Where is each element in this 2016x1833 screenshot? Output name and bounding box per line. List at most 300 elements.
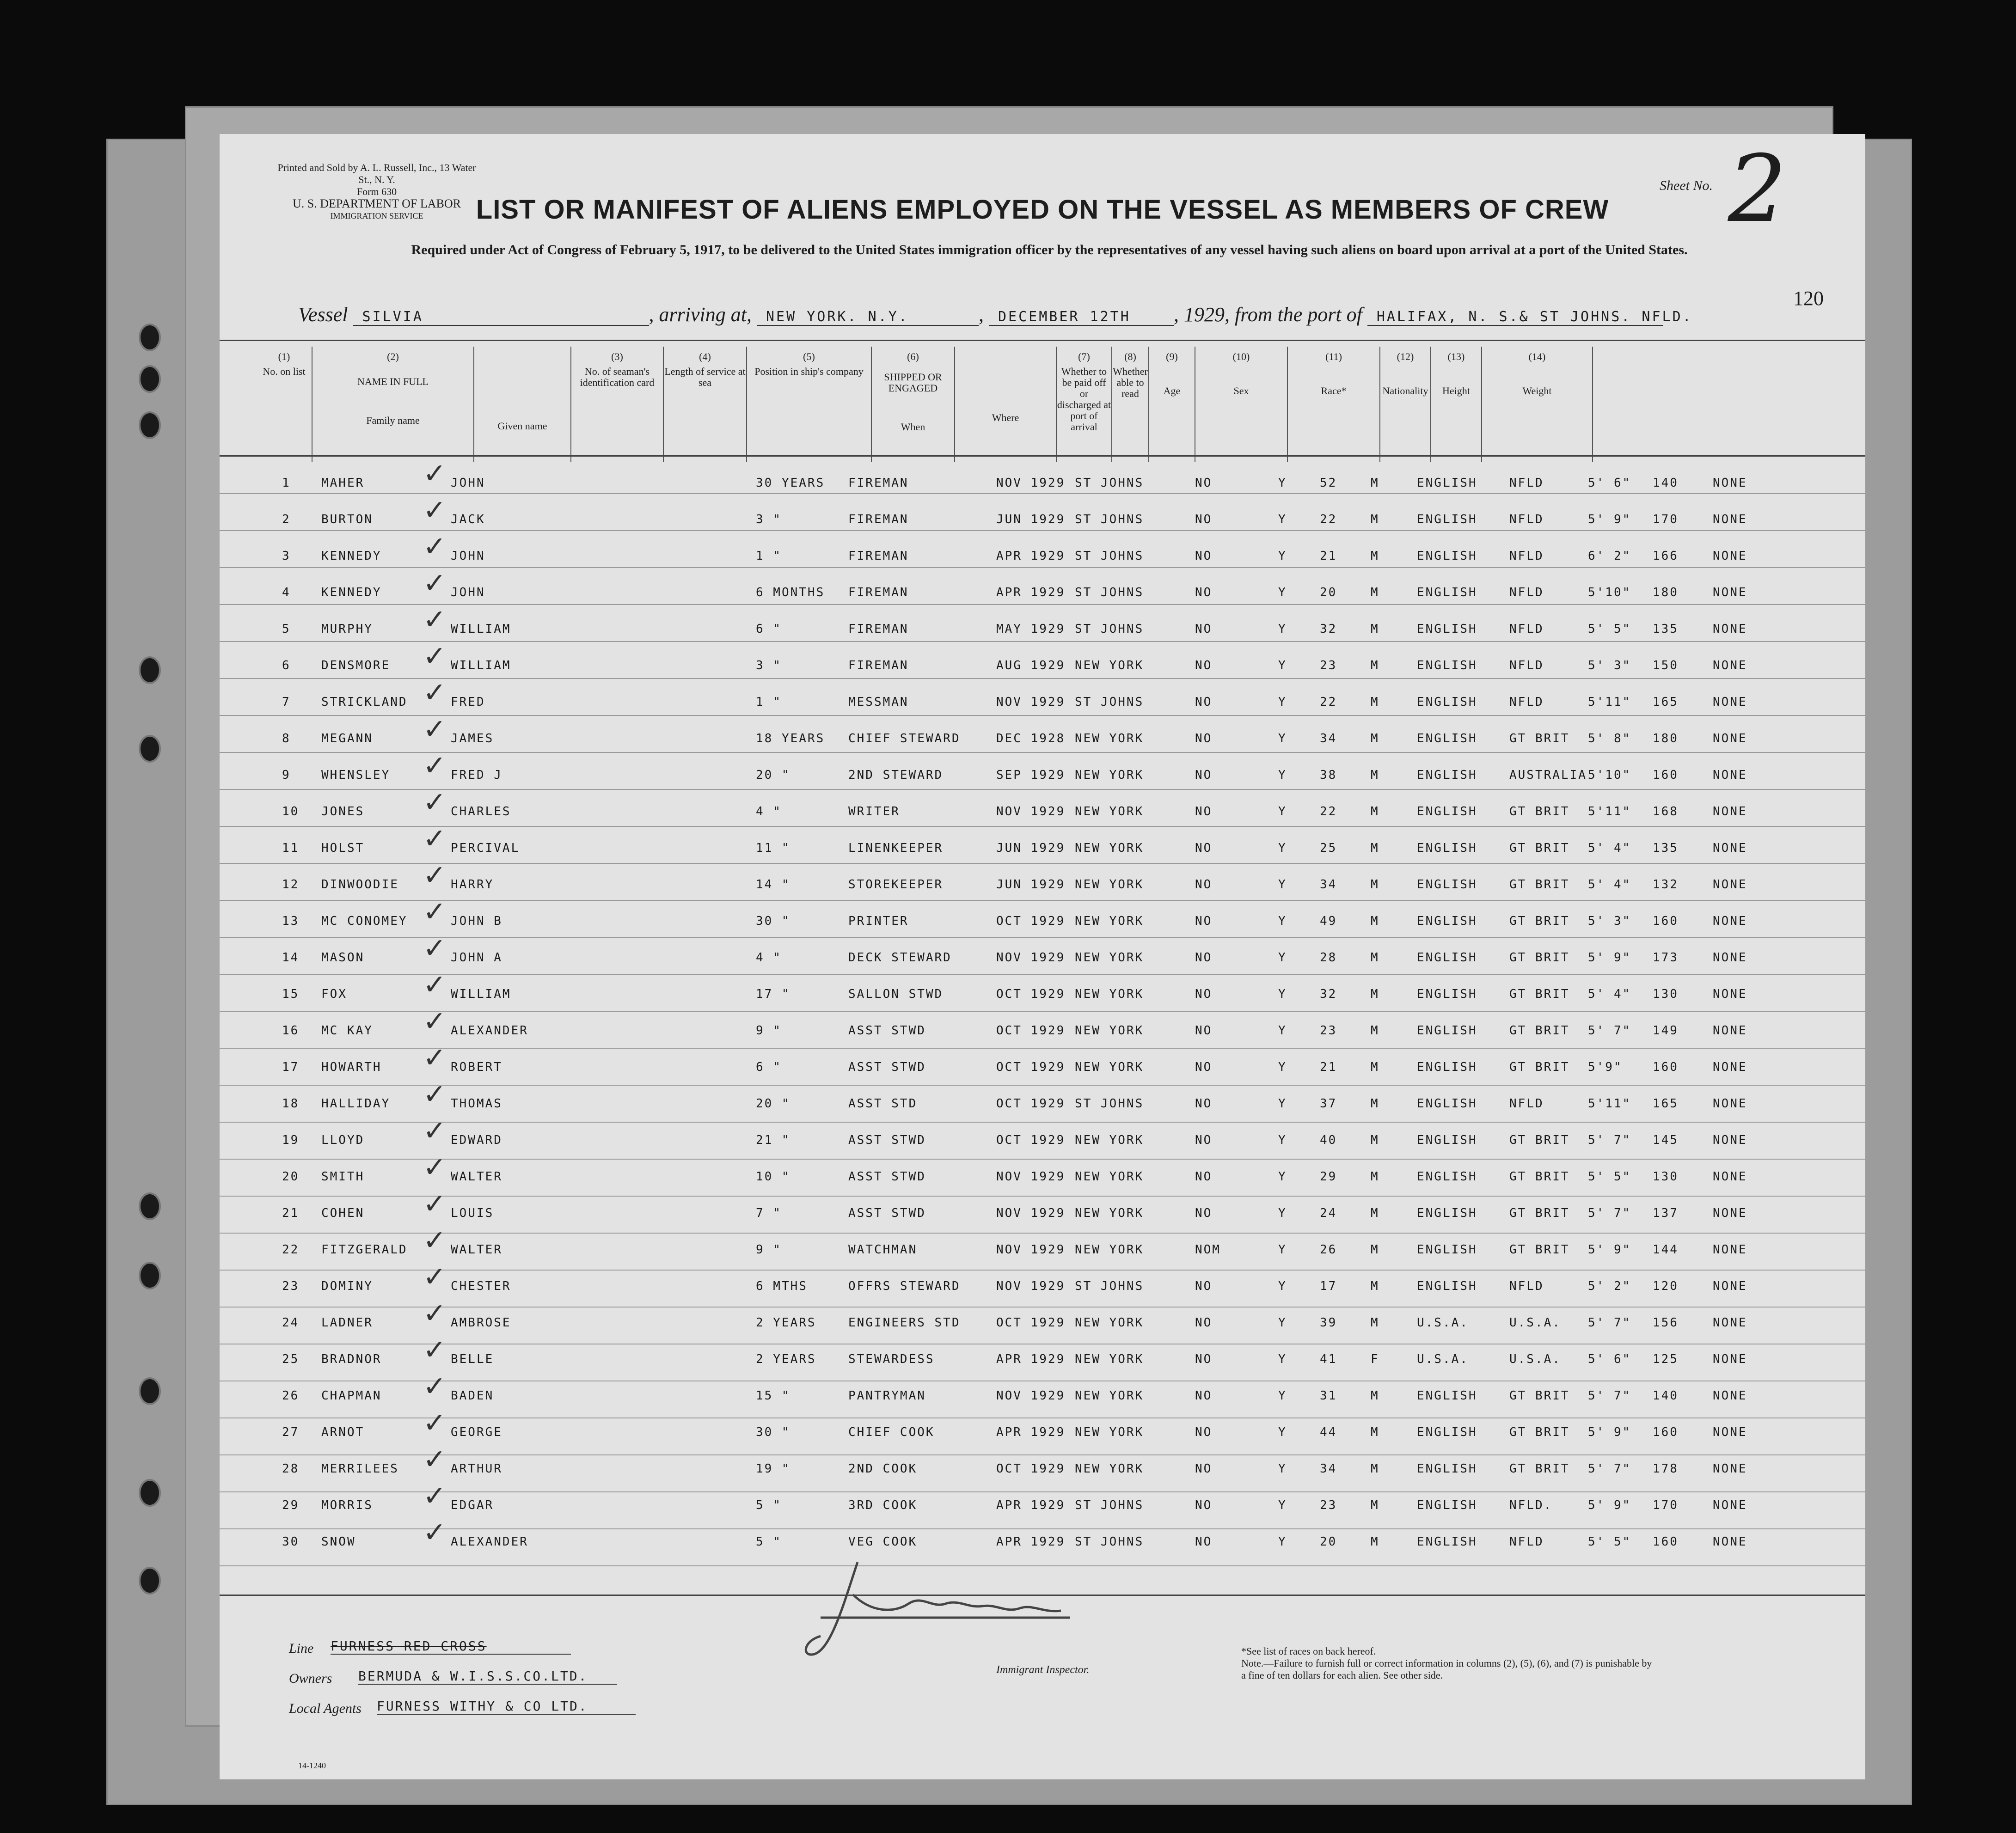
page-number: 120 bbox=[1793, 287, 1824, 310]
weight: 150 bbox=[1653, 659, 1679, 672]
race: ENGLISH bbox=[1417, 1060, 1477, 1074]
physical-marks: NONE bbox=[1713, 878, 1747, 892]
table-row bbox=[257, 859, 1828, 896]
position: PRINTER bbox=[848, 914, 909, 928]
inspector-signature bbox=[802, 1548, 1079, 1668]
paid-off: NO bbox=[1195, 841, 1213, 855]
sex: M bbox=[1371, 1024, 1379, 1038]
col-6-when: (6) SHIPPED OR ENGAGED When bbox=[871, 347, 955, 462]
shipped-where: NEW YORK bbox=[1075, 768, 1144, 782]
race: ENGLISH bbox=[1417, 549, 1477, 563]
able-to-read: Y bbox=[1278, 768, 1287, 782]
position: VEG COOK bbox=[848, 1535, 918, 1549]
given-name: GEORGE bbox=[451, 1425, 502, 1439]
given-name: JACK bbox=[451, 513, 485, 526]
able-to-read: Y bbox=[1278, 1133, 1287, 1147]
sex: M bbox=[1371, 1206, 1379, 1220]
shipped-when: OCT 1929 bbox=[996, 914, 1066, 928]
height: 5' 9" bbox=[1588, 513, 1631, 526]
voyage-line: Vessel SILVIA , arriving at, NEW YORK. N.Y. , DECEMBER 12TH , 1929, from the port of HALIFAX, N. S.& ST JOHNS. NFLD. bbox=[298, 303, 1693, 326]
weight: 160 bbox=[1653, 768, 1679, 782]
age: 22 bbox=[1320, 513, 1337, 526]
physical-marks: NONE bbox=[1713, 622, 1747, 636]
height: 5'10" bbox=[1588, 768, 1631, 782]
position: PANTRYMAN bbox=[848, 1389, 926, 1403]
shipped-where: NEW YORK bbox=[1075, 1133, 1144, 1147]
shipped-when: AUG 1929 bbox=[996, 659, 1066, 672]
col-10: (10) Sex bbox=[1195, 347, 1287, 462]
checkmark-icon: ✓ bbox=[423, 567, 447, 599]
paid-off: NO bbox=[1195, 476, 1213, 490]
age: 26 bbox=[1320, 1243, 1337, 1257]
position: DECK STEWARD bbox=[848, 951, 952, 965]
family-name: HOLST bbox=[321, 841, 365, 855]
shipped-where: NEW YORK bbox=[1075, 1316, 1144, 1330]
physical-marks: NONE bbox=[1713, 1498, 1747, 1512]
race: ENGLISH bbox=[1417, 1170, 1477, 1184]
family-name: SNOW bbox=[321, 1535, 356, 1549]
shipped-where: ST JOHNS bbox=[1075, 549, 1144, 563]
nationality: GT BRIT bbox=[1509, 1425, 1570, 1439]
row-number: 20 bbox=[282, 1170, 300, 1184]
agents-value: FURNESS WITHY & CO LTD. bbox=[377, 1699, 636, 1715]
given-name: WALTER bbox=[451, 1243, 502, 1257]
checkmark-icon: ✓ bbox=[423, 1443, 447, 1476]
given-name: PERCIVAL bbox=[451, 841, 520, 855]
position: CHIEF COOK bbox=[848, 1425, 935, 1439]
able-to-read: Y bbox=[1278, 1535, 1287, 1549]
height: 5' 7" bbox=[1588, 1133, 1631, 1147]
family-name: LADNER bbox=[321, 1316, 373, 1330]
column-headers bbox=[257, 347, 1593, 462]
race: ENGLISH bbox=[1417, 841, 1477, 855]
given-name: JAMES bbox=[451, 732, 494, 745]
physical-marks: NONE bbox=[1713, 586, 1747, 599]
family-name: ARNOT bbox=[321, 1425, 365, 1439]
service-length: 15 " bbox=[756, 1389, 790, 1403]
age: 39 bbox=[1320, 1316, 1337, 1330]
weight: 156 bbox=[1653, 1316, 1679, 1330]
departure-port: HALIFAX, N. S.& ST JOHNS. NFLD. bbox=[1367, 309, 1663, 326]
sex: M bbox=[1371, 732, 1379, 745]
col-11: (11) Race* bbox=[1287, 347, 1380, 462]
family-name: KENNEDY bbox=[321, 586, 382, 599]
weight: 140 bbox=[1653, 476, 1679, 490]
height: 5' 8" bbox=[1588, 732, 1631, 745]
paid-off: NO bbox=[1195, 732, 1213, 745]
service-length: 6 MTHS bbox=[756, 1279, 808, 1293]
table-row bbox=[257, 896, 1828, 932]
row-number: 5 bbox=[282, 622, 291, 636]
physical-marks: NONE bbox=[1713, 1389, 1747, 1403]
given-name: FRED J bbox=[451, 768, 502, 782]
able-to-read: Y bbox=[1278, 1352, 1287, 1366]
family-name: KENNEDY bbox=[321, 549, 382, 563]
family-name: MEGANN bbox=[321, 732, 373, 745]
col-2-family: (2) NAME IN FULL Family name bbox=[312, 347, 474, 462]
sheet-label: Sheet No. bbox=[1660, 178, 1713, 193]
family-name: MORRIS bbox=[321, 1498, 373, 1512]
binder-holes bbox=[139, 324, 166, 1664]
shipped-when: APR 1929 bbox=[996, 1352, 1066, 1366]
family-name: WHENSLEY bbox=[321, 768, 391, 782]
shipped-when: NOV 1929 bbox=[996, 1170, 1066, 1184]
height: 5'11" bbox=[1588, 805, 1631, 819]
race: ENGLISH bbox=[1417, 1206, 1477, 1220]
family-name: MERRILEES bbox=[321, 1462, 399, 1476]
height: 5' 9" bbox=[1588, 1498, 1631, 1512]
service-length: 4 " bbox=[756, 805, 782, 819]
shipped-when: APR 1929 bbox=[996, 586, 1066, 599]
service-length: 20 " bbox=[756, 1097, 790, 1111]
sex: M bbox=[1371, 549, 1379, 563]
age: 41 bbox=[1320, 1352, 1337, 1366]
sex: M bbox=[1371, 695, 1379, 709]
position: 2ND STEWARD bbox=[848, 768, 944, 782]
given-name: THOMAS bbox=[451, 1097, 502, 1111]
race: ENGLISH bbox=[1417, 1389, 1477, 1403]
able-to-read: Y bbox=[1278, 1206, 1287, 1220]
shipped-when: OCT 1929 bbox=[996, 1316, 1066, 1330]
arrival-port: NEW YORK. N.Y. bbox=[757, 309, 979, 326]
given-name: ALEXANDER bbox=[451, 1024, 528, 1038]
table-row bbox=[257, 640, 1828, 677]
able-to-read: Y bbox=[1278, 878, 1287, 892]
col-6-where: Where bbox=[955, 347, 1056, 462]
position: ASST STWD bbox=[848, 1170, 926, 1184]
table-row bbox=[257, 786, 1828, 823]
race-note: *See list of races on back hereof. bbox=[1241, 1645, 1376, 1657]
physical-marks: NONE bbox=[1713, 987, 1747, 1001]
family-name: FOX bbox=[321, 987, 347, 1001]
service-length: 19 " bbox=[756, 1462, 790, 1476]
weight: 160 bbox=[1653, 1425, 1679, 1439]
age: 38 bbox=[1320, 768, 1337, 782]
family-name: CHAPMAN bbox=[321, 1389, 382, 1403]
family-name: COHEN bbox=[321, 1206, 365, 1220]
physical-marks: NONE bbox=[1713, 841, 1747, 855]
family-name: MASON bbox=[321, 951, 365, 965]
paid-off: NO bbox=[1195, 914, 1213, 928]
position: OFFRS STEWARD bbox=[848, 1279, 961, 1293]
shipped-where: ST JOHNS bbox=[1075, 476, 1144, 490]
owners-value: BERMUDA & W.I.S.S.CO.LTD. bbox=[358, 1668, 617, 1685]
age: 37 bbox=[1320, 1097, 1337, 1111]
col-8: (8) Whether able to read bbox=[1112, 347, 1149, 462]
sheet-number: 2 bbox=[1728, 135, 1787, 243]
checkmark-icon: ✓ bbox=[423, 604, 447, 636]
race: ENGLISH bbox=[1417, 586, 1477, 599]
race: ENGLISH bbox=[1417, 695, 1477, 709]
row-number: 6 bbox=[282, 659, 291, 672]
shipped-when: JUN 1929 bbox=[996, 841, 1066, 855]
service-length: 18 YEARS bbox=[756, 732, 825, 745]
nationality: GT BRIT bbox=[1509, 1462, 1570, 1476]
family-name: MAHER bbox=[321, 476, 365, 490]
family-name: STRICKLAND bbox=[321, 695, 408, 709]
able-to-read: Y bbox=[1278, 476, 1287, 490]
able-to-read: Y bbox=[1278, 1170, 1287, 1184]
shipped-when: OCT 1929 bbox=[996, 1462, 1066, 1476]
row-number: 22 bbox=[282, 1243, 300, 1257]
weight: 160 bbox=[1653, 914, 1679, 928]
shipped-where: NEW YORK bbox=[1075, 1206, 1144, 1220]
position: CHIEF STEWARD bbox=[848, 732, 961, 745]
shipped-where: NEW YORK bbox=[1075, 987, 1144, 1001]
row-number: 2 bbox=[282, 513, 291, 526]
able-to-read: Y bbox=[1278, 1425, 1287, 1439]
row-number: 15 bbox=[282, 987, 300, 1001]
header-bottom-rule bbox=[220, 455, 1865, 457]
row-number: 23 bbox=[282, 1279, 300, 1293]
weight: 178 bbox=[1653, 1462, 1679, 1476]
shipped-where: NEW YORK bbox=[1075, 914, 1144, 928]
service-length: 10 " bbox=[756, 1170, 790, 1184]
race: ENGLISH bbox=[1417, 951, 1477, 965]
physical-marks: NONE bbox=[1713, 768, 1747, 782]
race: ENGLISH bbox=[1417, 732, 1477, 745]
checkmark-icon: ✓ bbox=[423, 677, 447, 709]
table-row bbox=[257, 969, 1828, 1005]
position: 2ND COOK bbox=[848, 1462, 918, 1476]
race: ENGLISH bbox=[1417, 622, 1477, 636]
paid-off: NO bbox=[1195, 1316, 1213, 1330]
nationality: GT BRIT bbox=[1509, 951, 1570, 965]
age: 34 bbox=[1320, 732, 1337, 745]
able-to-read: Y bbox=[1278, 622, 1287, 636]
height: 5'11" bbox=[1588, 695, 1631, 709]
given-name: JOHN bbox=[451, 549, 485, 563]
given-name: LOUIS bbox=[451, 1206, 494, 1220]
row-number: 21 bbox=[282, 1206, 300, 1220]
table-row bbox=[257, 1188, 1828, 1224]
weight: 180 bbox=[1653, 732, 1679, 745]
checkmark-icon: ✓ bbox=[423, 1261, 447, 1293]
family-name: BRADNOR bbox=[321, 1352, 382, 1366]
weight: 165 bbox=[1653, 1097, 1679, 1111]
form-header bbox=[220, 134, 1865, 458]
shipped-when: JUN 1929 bbox=[996, 878, 1066, 892]
height: 5' 5" bbox=[1588, 622, 1631, 636]
given-name: JOHN A bbox=[451, 951, 502, 965]
given-name: EDGAR bbox=[451, 1498, 494, 1512]
department-name: U. S. DEPARTMENT OF LABOR bbox=[293, 197, 461, 210]
service-length: 6 " bbox=[756, 1060, 782, 1074]
service-length: 4 " bbox=[756, 951, 782, 965]
service-length: 1 " bbox=[756, 549, 782, 563]
checkmark-icon: ✓ bbox=[423, 932, 447, 965]
shipped-where: NEW YORK bbox=[1075, 1462, 1144, 1476]
height: 5' 2" bbox=[1588, 1279, 1631, 1293]
row-number: 28 bbox=[282, 1462, 300, 1476]
manifest-page bbox=[220, 134, 1865, 1779]
age: 20 bbox=[1320, 1535, 1337, 1549]
row-number: 8 bbox=[282, 732, 291, 745]
shipped-where: NEW YORK bbox=[1075, 732, 1144, 745]
family-name: JONES bbox=[321, 805, 365, 819]
weight: 160 bbox=[1653, 1535, 1679, 1549]
row-number: 19 bbox=[282, 1133, 300, 1147]
shipped-when: OCT 1929 bbox=[996, 1024, 1066, 1038]
sex: M bbox=[1371, 586, 1379, 599]
row-number: 27 bbox=[282, 1425, 300, 1439]
nationality: NFLD bbox=[1509, 476, 1544, 490]
arrival-year: 29 bbox=[1204, 303, 1225, 326]
nationality: NFLD bbox=[1509, 695, 1544, 709]
shipped-when: APR 1929 bbox=[996, 549, 1066, 563]
nationality: NFLD bbox=[1509, 549, 1544, 563]
checkmark-icon: ✓ bbox=[423, 859, 447, 892]
age: 23 bbox=[1320, 1024, 1337, 1038]
checkmark-icon: ✓ bbox=[423, 640, 447, 672]
height: 5' 3" bbox=[1588, 914, 1631, 928]
col-13: (13) Height bbox=[1431, 347, 1482, 462]
position: SALLON STWD bbox=[848, 987, 944, 1001]
line-value: FURNESS RED CROSS bbox=[331, 1638, 571, 1655]
service-length: 17 " bbox=[756, 987, 790, 1001]
row-number: 29 bbox=[282, 1498, 300, 1512]
paid-off: NO bbox=[1195, 1133, 1213, 1147]
able-to-read: Y bbox=[1278, 1279, 1287, 1293]
able-to-read: Y bbox=[1278, 1498, 1287, 1512]
weight: 173 bbox=[1653, 951, 1679, 965]
paid-off: NO bbox=[1195, 1498, 1213, 1512]
family-name: HOWARTH bbox=[321, 1060, 382, 1074]
shipped-when: NOV 1929 bbox=[996, 1243, 1066, 1257]
sex: M bbox=[1371, 1243, 1379, 1257]
service-length: 20 " bbox=[756, 768, 790, 782]
nationality: GT BRIT bbox=[1509, 914, 1570, 928]
shipped-where: ST JOHNS bbox=[1075, 513, 1144, 526]
physical-marks: NONE bbox=[1713, 1097, 1747, 1111]
shipped-when: NOV 1929 bbox=[996, 1206, 1066, 1220]
physical-marks: NONE bbox=[1713, 1243, 1747, 1257]
paid-off: NO bbox=[1195, 1535, 1213, 1549]
weight: 140 bbox=[1653, 1389, 1679, 1403]
sex: M bbox=[1371, 1060, 1379, 1074]
paid-off: NO bbox=[1195, 878, 1213, 892]
age: 17 bbox=[1320, 1279, 1337, 1293]
race: ENGLISH bbox=[1417, 513, 1477, 526]
shipped-when: OCT 1929 bbox=[996, 987, 1066, 1001]
height: 5' 4" bbox=[1588, 878, 1631, 892]
service-length: 9 " bbox=[756, 1024, 782, 1038]
given-name: EDWARD bbox=[451, 1133, 502, 1147]
position: ASST STWD bbox=[848, 1060, 926, 1074]
given-name: JOHN bbox=[451, 476, 485, 490]
age: 31 bbox=[1320, 1389, 1337, 1403]
nationality: GT BRIT bbox=[1509, 1133, 1570, 1147]
sex: M bbox=[1371, 878, 1379, 892]
family-name: FITZGERALD bbox=[321, 1243, 408, 1257]
able-to-read: Y bbox=[1278, 841, 1287, 855]
paid-off: NO bbox=[1195, 1279, 1213, 1293]
shipped-where: ST JOHNS bbox=[1075, 1279, 1144, 1293]
checkmark-icon: ✓ bbox=[423, 458, 447, 490]
nationality: GT BRIT bbox=[1509, 732, 1570, 745]
shipped-when: NOV 1929 bbox=[996, 695, 1066, 709]
checkmark-icon: ✓ bbox=[423, 1480, 447, 1512]
age: 49 bbox=[1320, 914, 1337, 928]
able-to-read: Y bbox=[1278, 1243, 1287, 1257]
row-number: 16 bbox=[282, 1024, 300, 1038]
table-row bbox=[257, 823, 1828, 859]
sex: M bbox=[1371, 951, 1379, 965]
table-row bbox=[257, 750, 1828, 786]
row-number: 26 bbox=[282, 1389, 300, 1403]
service-length: 6 MONTHS bbox=[756, 586, 825, 599]
shipped-when: APR 1929 bbox=[996, 1535, 1066, 1549]
height: 5' 5" bbox=[1588, 1170, 1631, 1184]
paid-off: NO bbox=[1195, 951, 1213, 965]
paid-off: NO bbox=[1195, 622, 1213, 636]
table-row bbox=[257, 1334, 1828, 1370]
height: 5' 9" bbox=[1588, 1243, 1631, 1257]
row-number: 13 bbox=[282, 914, 300, 928]
nationality: AUSTRALIA bbox=[1509, 768, 1587, 782]
form-title: LIST OR MANIFEST OF ALIENS EMPLOYED ON THE VESSEL AS MEMBERS OF CREW bbox=[476, 195, 1609, 225]
checkmark-icon: ✓ bbox=[423, 1334, 447, 1366]
nationality: NFLD bbox=[1509, 586, 1544, 599]
vessel-label: Vessel bbox=[298, 303, 348, 326]
age: 23 bbox=[1320, 659, 1337, 672]
checkmark-icon: ✓ bbox=[423, 1407, 447, 1439]
shipped-where: ST JOHNS bbox=[1075, 1097, 1144, 1111]
table-row bbox=[257, 1443, 1828, 1480]
height: 5' 7" bbox=[1588, 1316, 1631, 1330]
able-to-read: Y bbox=[1278, 695, 1287, 709]
paid-off: NO bbox=[1195, 513, 1213, 526]
given-name: FRED bbox=[451, 695, 485, 709]
physical-marks: NONE bbox=[1713, 1024, 1747, 1038]
col-3: (3) No. of seaman's identification card bbox=[571, 347, 663, 462]
height: 5' 9" bbox=[1588, 1425, 1631, 1439]
owners-label: Owners bbox=[289, 1671, 332, 1686]
table-row bbox=[257, 1261, 1828, 1297]
height: 5'9" bbox=[1588, 1060, 1623, 1074]
shipped-where: ST JOHNS bbox=[1075, 695, 1144, 709]
checkmark-icon: ✓ bbox=[423, 1115, 447, 1147]
paid-off: NO bbox=[1195, 1170, 1213, 1184]
weight: 170 bbox=[1653, 1498, 1679, 1512]
row-number: 25 bbox=[282, 1352, 300, 1366]
position: WATCHMAN bbox=[848, 1243, 918, 1257]
service-length: 14 " bbox=[756, 878, 790, 892]
age: 34 bbox=[1320, 878, 1337, 892]
shipped-where: NEW YORK bbox=[1075, 841, 1144, 855]
penalty-note: Note.—Failure to furnish full or correct information in columns (2), (5), (6), and (7) is punishable by a fine of ten dollars for each alien. See other side. bbox=[1241, 1657, 1652, 1681]
family-name: SMITH bbox=[321, 1170, 365, 1184]
given-name: BADEN bbox=[451, 1389, 494, 1403]
row-number: 30 bbox=[282, 1535, 300, 1549]
row-number: 12 bbox=[282, 878, 300, 892]
race: ENGLISH bbox=[1417, 805, 1477, 819]
race: U.S.A. bbox=[1417, 1352, 1469, 1366]
sex: M bbox=[1371, 1425, 1379, 1439]
checkmark-icon: ✓ bbox=[423, 1370, 447, 1403]
table-row bbox=[257, 1078, 1828, 1115]
position: FIREMAN bbox=[848, 513, 909, 526]
weight: 125 bbox=[1653, 1352, 1679, 1366]
sex: M bbox=[1371, 1279, 1379, 1293]
shipped-when: NOV 1929 bbox=[996, 951, 1066, 965]
sex: F bbox=[1371, 1352, 1379, 1366]
nationality: GT BRIT bbox=[1509, 1206, 1570, 1220]
shipped-when: APR 1929 bbox=[996, 1498, 1066, 1512]
height: 5' 9" bbox=[1588, 951, 1631, 965]
family-name: MC CONOMEY bbox=[321, 914, 408, 928]
paid-off: NO bbox=[1195, 1425, 1213, 1439]
